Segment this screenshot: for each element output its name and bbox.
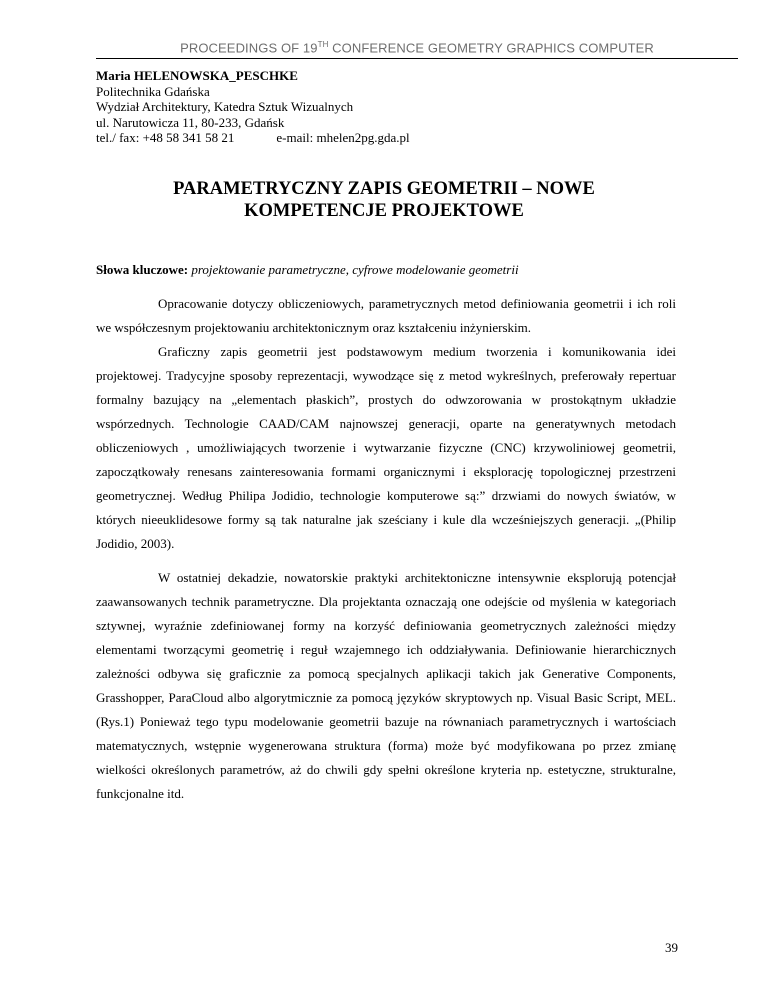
page-number: 39 (665, 940, 678, 955)
header-text: PROCEEDINGS OF 19 (180, 40, 318, 56)
body-text (96, 292, 676, 806)
paragraph-2: Graficzny zapis geometrii jest podstawowym medium tworzenia i komunikowania idei projektowej. Tradycyjne sposoby reprezentacji, wywodzące się z metod wykreślnych, preferowały repertuar formalny bazujący na „elementach płaskich”, prostych do odwzorowania w prostokątnym układzie wspórzednych. Technologie CAAD/CAM najnowszej generacji, oparte na generatywnych metodach obliczeniowych , umożliwiających tworzenie i wytwarzanie fizyczne (CNC) krzywoliniowej geometrii, zapoczątkowały renesans zainteresowania formami organicznymi i eksplorację topologicznej przestrzeni geometrycznej. Według Philipa Jodidio, technologie komputerowe są:” drzwiami do nowych światów, w których nieeuklidesowe formy są tak naturalne jak sześciany i kule dla wcześniejszych generacji. „(Philip Jodidio, 2003). (96, 344, 676, 551)
paragraph-3: W ostatniej dekadzie, nowatorskie praktyki architektoniczne intensywnie eksplorują potencjał zaawansowanych technik parametryczne. Dla projektanta oznaczają one odejście od myślenia w kategoriach sztywnej, wyraźnie zdefiniowanej formy na korzyść definiowania geometrycznych zależności między elementami tworzącymi geometrię i reguł wzajemnego ich oddziaływania. Definiowanie hierarchicznych zależności odbywa się graficznie za pomocą specjalnych aplikacji takich jak Generative Components, Grasshopper, ParaCloud albo algorytmicznie za pomocą języków skryptowych np. Visual Basic Script, MEL. (Rys.1) Ponieważ tego typu modelowanie geometrii bazuje na równaniach parametrycznych i wartościach matematycznych, wstępnie wygenerowana struktura (forma) może być modyfikowana po przez zmianę wielkości określonych parametrów, aż do chwili gdy spełni określone kryteria np. estetyczne, strukturalne, funkcjonalne itd. (96, 570, 676, 801)
header-text-suffix: CONFERENCE GEOMETRY GRAPHICS COMPUTER (328, 40, 654, 56)
author-affiliation-university: Politechnika Gdańska (96, 83, 210, 99)
author-contact (96, 130, 696, 146)
author-block (96, 68, 696, 146)
paper-title-line-1: PARAMETRYCZNY ZAPIS GEOMETRII – NOWE (173, 179, 595, 199)
paper-title (96, 178, 672, 222)
author-name: Maria HELENOWSKA_PESCHKE (96, 68, 298, 83)
keywords-label: Słowa kluczowe: (96, 262, 189, 277)
running-header (96, 40, 738, 59)
author-phone: tel./ fax: +48 58 341 58 21 (96, 130, 235, 145)
keywords (96, 262, 519, 278)
keywords-value: projektowanie parametryczne, cyfrowe modelowanie geometrii (188, 262, 519, 277)
paragraph-1: Opracowanie dotyczy obliczeniowych, parametrycznych metod definiowania geometrii i ich roli we współczesnym projektowaniu architektonicznym oraz kształceniu inżynierskim. (96, 296, 676, 335)
author-address: ul. Narutowicza 11, 80-233, Gdańsk (96, 114, 285, 130)
header-superscript: TH (317, 40, 329, 49)
author-affiliation-department: Wydział Architektury, Katedra Sztuk Wizualnych (96, 99, 354, 114)
paper-title-line-2: KOMPETENCJE PROJEKTOWE (244, 201, 524, 221)
author-email: e-mail: mhelen2pg.gda.pl (276, 130, 410, 145)
